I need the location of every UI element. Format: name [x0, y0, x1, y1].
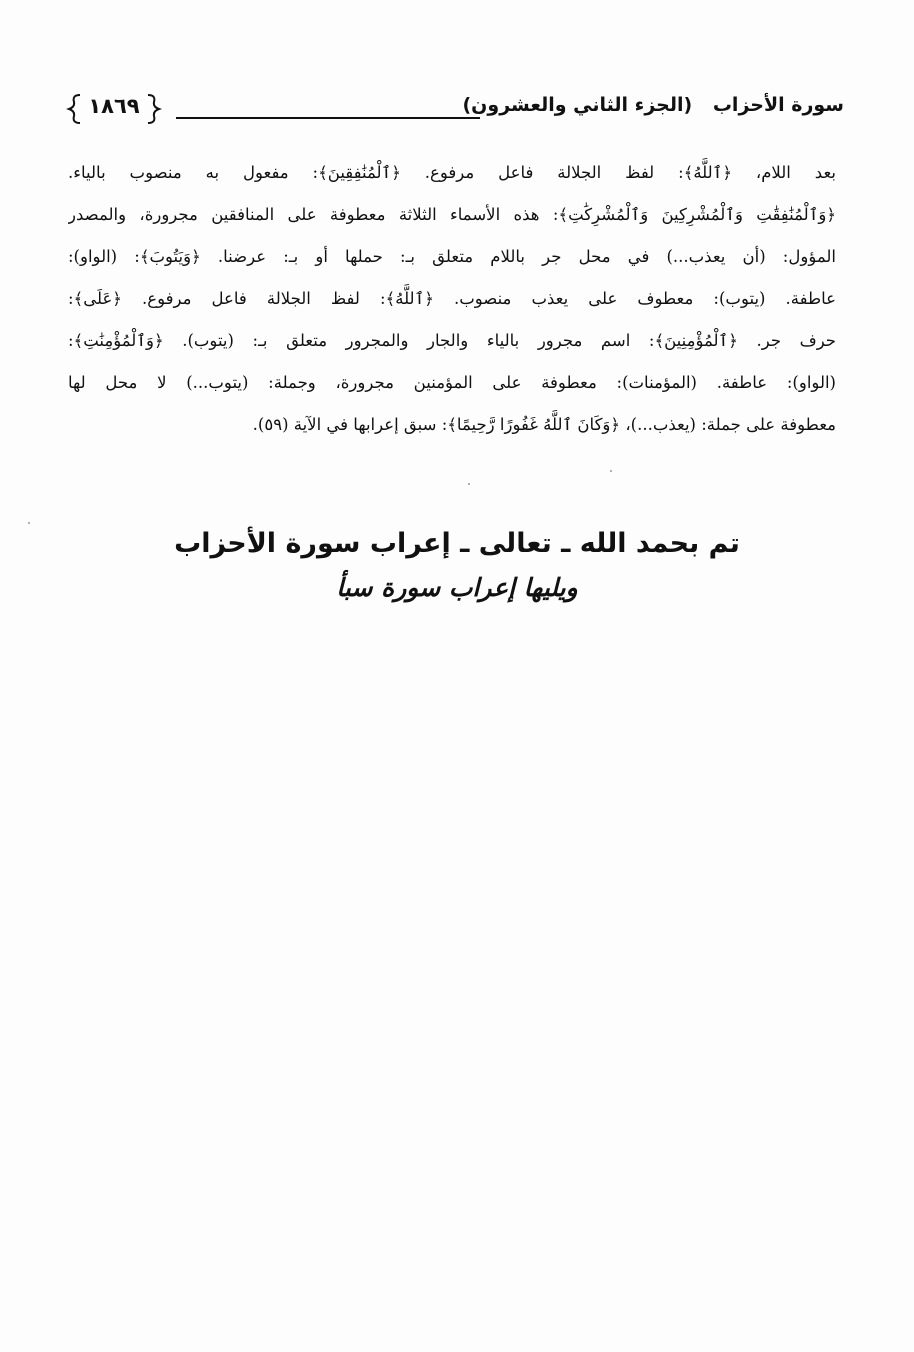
- scan-speck: [28, 522, 30, 524]
- running-title: [462, 94, 844, 116]
- closing-line-1: تم بحمد الله ـ تعالى ـ إعراب سورة الأحزاب: [174, 528, 740, 559]
- text-line: معطوفة على جملة: (يعذب...)، ﴿وَكَانَ ٱللَّهُ غَفُورًا رَّحِيمًا﴾: سبق إعرابها في الآية (٥٩).: [252, 415, 836, 434]
- page-number-frame: [66, 92, 162, 126]
- page-header: [66, 92, 844, 132]
- text-line: حرف جر. ﴿ٱلْمُؤْمِنِينَ﴾: اسم مجرور بالياء والجار والمجرور متعلق بـ: (يتوب). ﴿وَٱلْمُؤْمِنَٰتِ﴾:: [68, 331, 836, 350]
- closing-line-2: ويليها إعراب سورة سبأ: [336, 573, 578, 602]
- text-line: ﴿وَٱلْمُنَٰفِقَٰتِ وَٱلْمُشْرِكِينَ وَٱلْمُشْرِكَٰتِ﴾: هذه الأسماء الثلاثة معطوفة على المنافقين مجرورة، والمصدر: [68, 205, 836, 224]
- surah-name: سورة الأحزاب: [712, 94, 844, 116]
- closing-note: [0, 522, 914, 610]
- text-line: (الواو): عاطفة. (المؤمنات): معطوفة على المؤمنين مجرورة، وجملة: (يتوب...) لا محل لها: [68, 373, 836, 392]
- part-label: (الجزء الثاني والعشرون): [462, 94, 693, 116]
- body-text: [68, 152, 836, 446]
- page-number: ١٨٦٩: [88, 94, 140, 118]
- scan-speck: [468, 483, 470, 485]
- text-line: بعد اللام، ﴿ٱللَّهُ﴾: لفظ الجلالة فاعل مرفوع. ﴿ٱلْمُنَٰفِقِينَ﴾: مفعول به منصوب بالياء.: [68, 163, 836, 182]
- text-line: المؤول: (أن يعذب...) في محل جر باللام متعلق بـ: حملها أو بـ: عرضنا. ﴿وَيَتُوبَ﴾: (الواو):: [68, 247, 836, 266]
- text-line: عاطفة. (يتوب): معطوف على يعذب منصوب. ﴿ٱللَّهُ﴾: لفظ الجلالة فاعل مرفوع. ﴿عَلَى﴾:: [68, 289, 836, 308]
- scan-speck: [610, 470, 612, 472]
- header-rule: [176, 117, 480, 119]
